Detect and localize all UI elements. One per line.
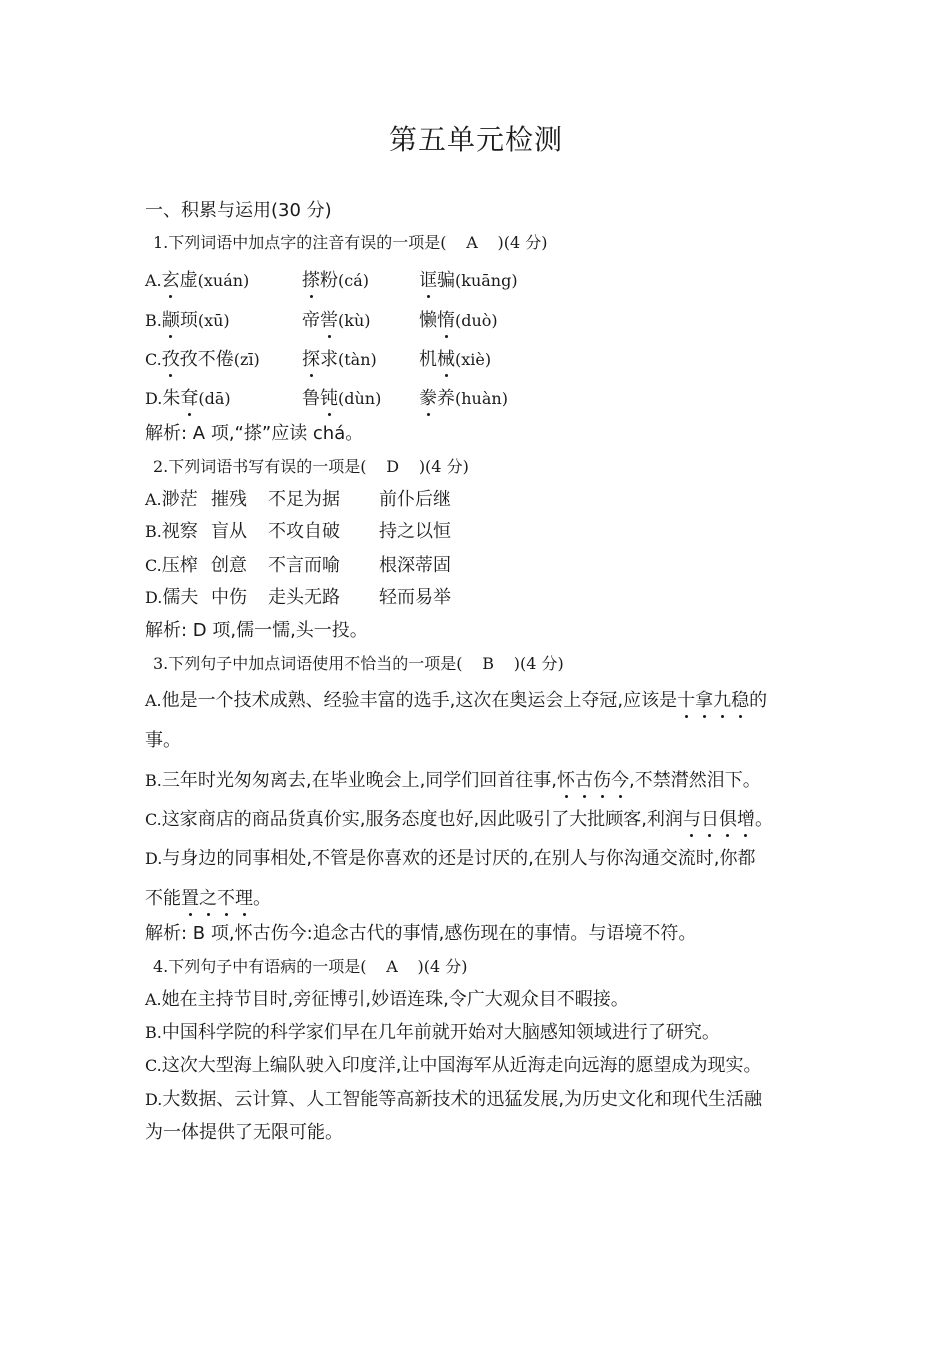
q1-option-a	[0, 269, 952, 293]
word-tail: 顼	[179, 310, 198, 331]
pinyin: (zī)	[233, 350, 260, 369]
dotted-char: 钝	[320, 388, 338, 409]
sentence-text: 大数据、云计算、人工智能等高新技术的迅猛发展,为历史文化和现代生活融	[162, 1089, 763, 1110]
dotted-char: 怀	[557, 770, 576, 791]
word-tail: 虚	[179, 270, 198, 291]
q1-option-d	[0, 387, 952, 411]
pinyin: (xuán)	[197, 271, 250, 290]
q3-stem-post: )(4 分)	[513, 654, 564, 673]
sentence-text: ,不禁潸然泪下。	[629, 770, 761, 791]
option-label: A.	[145, 490, 162, 509]
q3-option-a-continued: 事。	[145, 730, 181, 751]
option-label: A.	[145, 271, 162, 290]
option-label: B.	[145, 771, 162, 790]
word: 轻而易举	[379, 587, 451, 608]
q4-option-d	[145, 1088, 762, 1112]
q3-option-d-continued	[145, 887, 271, 911]
q4-option-b	[145, 1021, 720, 1045]
word: 前仆后继	[379, 489, 451, 510]
q1-answer: A	[466, 233, 478, 252]
q3-option-a	[145, 689, 767, 713]
sentence-text: 不能	[145, 888, 181, 909]
dotted-char: 古	[575, 770, 594, 791]
dotted-char: 惰	[437, 310, 455, 331]
pinyin: (xū)	[197, 311, 230, 330]
q4-stem-post: )(4 分)	[417, 957, 468, 976]
word-tail: 养	[437, 388, 455, 409]
q2-stem-post: )(4 分)	[418, 457, 469, 476]
q2-answer: D	[386, 457, 400, 476]
dotted-char: 搽	[302, 270, 320, 291]
q4-answer: A	[386, 957, 398, 976]
dotted-char: 俱	[718, 809, 737, 830]
question-4-stem	[153, 955, 468, 979]
dotted-char: 增	[736, 809, 755, 830]
word: 渺茫	[161, 489, 198, 510]
q4-option-d-continued: 为一体提供了无限可能。	[145, 1122, 343, 1143]
option-label: D.	[145, 588, 163, 607]
word-tail: 粉	[320, 270, 338, 291]
option-label: D.	[145, 1090, 163, 1109]
question-1-stem	[153, 231, 548, 255]
word: 儒夫	[162, 587, 199, 608]
word-head: 鲁	[302, 388, 320, 409]
option-label: C.	[145, 810, 162, 829]
sentence-text: 这次大型海上编队驶入印度洋,让中国海军从近海走向远海的愿望成为现实。	[161, 1055, 762, 1076]
dotted-char: 九	[713, 690, 732, 711]
dotted-char: 颛	[161, 310, 180, 331]
pinyin: (dùn)	[338, 389, 382, 408]
sentence-text: 三年时光匆匆离去,在毕业晚会上,同学们回首往事,	[161, 770, 558, 791]
q3-analysis: 解析: B 项,怀古伤今:追念古代的事情,感伤现在的事情。与语境不符。	[145, 923, 697, 944]
word-head: 帝	[302, 310, 320, 331]
q3-answer: B	[482, 654, 495, 673]
dotted-char: 玄	[161, 270, 180, 291]
word: 不足为据	[268, 489, 340, 510]
question-2-stem	[153, 455, 469, 479]
q2-option-a	[0, 488, 952, 512]
page-title: 第五单元检测	[388, 123, 563, 156]
option-label: C.	[145, 350, 162, 369]
word-head: 懒	[419, 310, 437, 331]
dotted-char: 稳	[731, 690, 750, 711]
sentence-text: 与身边的同事相处,不管是你喜欢的还是讨厌的,在别人与你沟通交流时,你都	[162, 848, 756, 869]
word: 中伤	[211, 587, 247, 608]
question-3-stem	[153, 652, 564, 676]
sentence-text: 。	[253, 888, 271, 909]
word: 持之以恒	[379, 521, 451, 542]
pinyin: (kuāng)	[455, 271, 518, 290]
option-label: B.	[145, 311, 162, 330]
q4-option-c	[145, 1054, 761, 1078]
sentence-text: 他是一个技术成熟、经验丰富的选手,这次在奥运会上夺冠,应该是	[161, 690, 678, 711]
dotted-char: 十	[677, 690, 696, 711]
dotted-char: 械	[437, 349, 455, 370]
dotted-char: 探	[302, 349, 320, 370]
sentence-text: 这家商店的商品货真价实,服务态度也好,因此吸引了大批顾客,利润	[161, 809, 683, 830]
q1-option-c	[0, 348, 952, 372]
pinyin: (xiè)	[455, 350, 492, 369]
section-heading: 一、积累与运用(30 分)	[145, 200, 332, 221]
dotted-char: 豢	[419, 388, 437, 409]
word: 压榨	[161, 555, 198, 576]
word: 不言而喻	[268, 555, 340, 576]
word: 创意	[211, 555, 247, 576]
sentence-text: 中国科学院的科学家们早在几年前就开始对大脑感知领域进行了研究。	[161, 1022, 720, 1043]
q2-option-c	[0, 554, 952, 578]
q4-option-a	[145, 988, 629, 1012]
q2-stem-pre: 2.下列词语书写有误的一项是(	[153, 457, 367, 476]
word-tail: 求	[320, 349, 338, 370]
pinyin: (kù)	[338, 311, 371, 330]
pinyin: (cá)	[338, 271, 369, 290]
word: 走头无路	[268, 587, 340, 608]
dotted-char: 喾	[320, 310, 338, 331]
q1-stem-post: )(4 分)	[497, 233, 548, 252]
word: 不攻自破	[268, 521, 340, 542]
q2-option-d	[0, 586, 952, 610]
sentence-text: 的	[749, 690, 768, 711]
dotted-char: 今	[611, 770, 630, 791]
sentence-text: 她在主持节目时,旁征博引,妙语连珠,令广大观众目不暇接。	[161, 989, 629, 1010]
option-label: B.	[145, 522, 162, 541]
dotted-char: 日	[700, 809, 719, 830]
word-tail: 孜不倦	[179, 349, 234, 370]
q4-stem-pre: 4.下列句子中有语病的一项是(	[153, 957, 367, 976]
word: 根深蒂固	[379, 555, 451, 576]
q1-analysis: 解析: A 项,“搽”应读 chá。	[145, 423, 364, 444]
dotted-char: 置	[181, 888, 199, 909]
option-label: C.	[145, 1056, 162, 1075]
dotted-char: 伤	[593, 770, 612, 791]
option-label: B.	[145, 1023, 162, 1042]
pinyin: (dā)	[198, 389, 231, 408]
sentence-text: 。	[754, 809, 773, 830]
dotted-char: 诓	[419, 270, 437, 291]
q2-analysis: 解析: D 项,儒一懦,头一投。	[145, 620, 368, 641]
q2-option-b	[0, 520, 952, 544]
q3-stem-pre: 3.下列句子中加点词语使用不恰当的一项是(	[153, 654, 463, 673]
dotted-char: 与	[682, 809, 701, 830]
word: 视察	[161, 521, 198, 542]
pinyin: (huàn)	[455, 389, 508, 408]
word-head: 机	[419, 349, 437, 370]
word: 摧残	[211, 489, 247, 510]
q3-option-b	[145, 769, 761, 793]
dotted-char: 孜	[161, 349, 180, 370]
q3-option-d	[145, 847, 756, 871]
dotted-char: 不	[217, 888, 235, 909]
q1-option-b	[0, 309, 952, 333]
option-label: A.	[145, 691, 162, 710]
option-label: D.	[145, 389, 163, 408]
dotted-char: 理	[235, 888, 253, 909]
dotted-char: 拿	[695, 690, 714, 711]
option-label: A.	[145, 990, 162, 1009]
word-tail: 骗	[437, 270, 455, 291]
option-label: D.	[145, 849, 163, 868]
dotted-char: 耷	[180, 388, 199, 409]
dotted-char: 之	[199, 888, 217, 909]
word-head: 朱	[162, 388, 181, 409]
pinyin: (tàn)	[338, 350, 377, 369]
option-label: C.	[145, 556, 162, 575]
word: 盲从	[211, 521, 247, 542]
pinyin: (duò)	[455, 311, 498, 330]
q3-option-c	[145, 808, 773, 832]
q1-stem-pre: 1.下列词语中加点字的注音有误的一项是(	[153, 233, 447, 252]
